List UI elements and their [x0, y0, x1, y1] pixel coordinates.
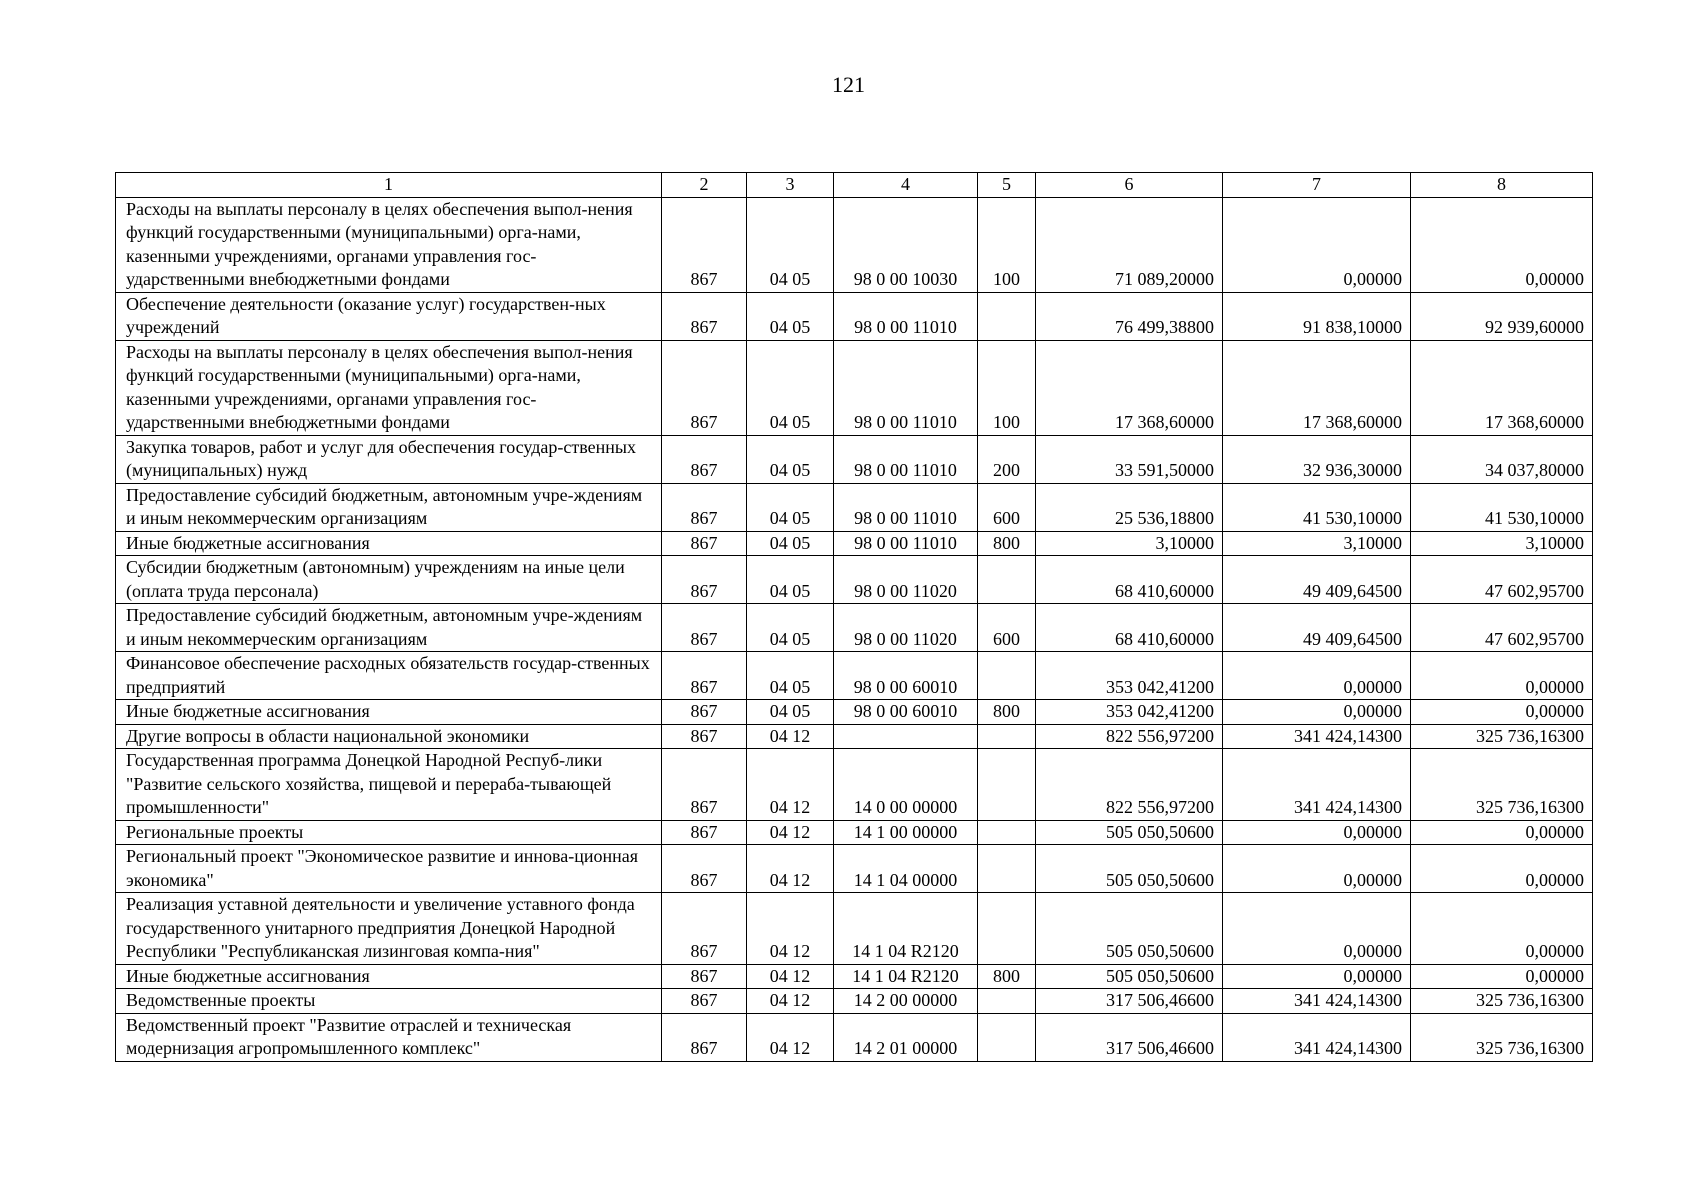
amount-cell-8: 41 530,10000	[1411, 483, 1593, 531]
amount-cell-8: 325 736,16300	[1411, 749, 1593, 821]
header-cell-7: 7	[1223, 173, 1411, 198]
code-cell: 867	[662, 556, 747, 604]
table-row	[116, 820, 1593, 845]
amount-cell-6: 17 368,60000	[1036, 340, 1223, 435]
amount-cell-6: 822 556,97200	[1036, 724, 1223, 749]
section-cell: 04 05	[747, 483, 834, 531]
name-cell: Другие вопросы в области национальной экономики	[116, 724, 662, 749]
code-cell: 867	[662, 531, 747, 556]
amount-cell-8: 0,00000	[1411, 700, 1593, 725]
amount-cell-7: 49 409,64500	[1223, 604, 1411, 652]
amount-cell-7: 341 424,14300	[1223, 724, 1411, 749]
amount-cell-8: 0,00000	[1411, 820, 1593, 845]
section-cell: 04 05	[747, 435, 834, 483]
target-article-cell: 14 0 00 00000	[834, 749, 978, 821]
amount-cell-6: 68 410,60000	[1036, 556, 1223, 604]
table-row	[116, 531, 1593, 556]
amount-cell-7: 341 424,14300	[1223, 1013, 1411, 1061]
expense-type-cell: 800	[978, 964, 1036, 989]
amount-cell-6: 71 089,20000	[1036, 197, 1223, 292]
amount-cell-7: 91 838,10000	[1223, 292, 1411, 340]
table-row	[116, 340, 1593, 435]
table-row	[116, 989, 1593, 1014]
page-number: 121	[832, 72, 865, 97]
target-article-cell: 14 2 01 00000	[834, 1013, 978, 1061]
code-cell: 867	[662, 652, 747, 700]
section-cell: 04 05	[747, 340, 834, 435]
expense-type-cell: 600	[978, 483, 1036, 531]
expense-type-cell	[978, 556, 1036, 604]
code-cell: 867	[662, 724, 747, 749]
table-row	[116, 700, 1593, 725]
expense-type-cell	[978, 845, 1036, 893]
target-article-cell: 98 0 00 11010	[834, 435, 978, 483]
amount-cell-8: 34 037,80000	[1411, 435, 1593, 483]
amount-cell-7: 341 424,14300	[1223, 749, 1411, 821]
amount-cell-6: 353 042,41200	[1036, 652, 1223, 700]
code-cell: 867	[662, 845, 747, 893]
code-cell: 867	[662, 604, 747, 652]
name-cell: Закупка товаров, работ и услуг для обеспечения государ-ственных (муниципальных) нужд	[116, 435, 662, 483]
target-article-cell: 98 0 00 11010	[834, 531, 978, 556]
name-cell: Государственная программа Донецкой Народной Респуб-лики "Развитие сельского хозяйства, пищевой и перераба-тывающей промышленности"	[116, 749, 662, 821]
amount-cell-8: 325 736,16300	[1411, 989, 1593, 1014]
code-cell: 867	[662, 893, 747, 965]
amount-cell-6: 25 536,18800	[1036, 483, 1223, 531]
amount-cell-7: 0,00000	[1223, 197, 1411, 292]
amount-cell-8: 0,00000	[1411, 652, 1593, 700]
amount-cell-6: 3,10000	[1036, 531, 1223, 556]
section-cell: 04 05	[747, 604, 834, 652]
amount-cell-7: 0,00000	[1223, 700, 1411, 725]
amount-cell-7: 32 936,30000	[1223, 435, 1411, 483]
target-article-cell: 14 1 04 R2120	[834, 964, 978, 989]
expense-type-cell: 100	[978, 197, 1036, 292]
target-article-cell: 98 0 00 11010	[834, 292, 978, 340]
table-row	[116, 435, 1593, 483]
target-article-cell: 98 0 00 11010	[834, 483, 978, 531]
target-article-cell: 14 1 04 R2120	[834, 893, 978, 965]
table-row	[116, 604, 1593, 652]
expense-type-cell	[978, 820, 1036, 845]
section-cell: 04 05	[747, 652, 834, 700]
amount-cell-6: 505 050,50600	[1036, 893, 1223, 965]
name-cell: Субсидии бюджетным (автономным) учреждениям на иные цели (оплата труда персонала)	[116, 556, 662, 604]
name-cell: Расходы на выплаты персоналу в целях обеспечения выпол-нения функций государственными (муниципальными) орга-нами, казенными учреждениями, органами управления гос-ударственными внебюджетными фондами	[116, 197, 662, 292]
header-cell-4: 4	[834, 173, 978, 198]
amount-cell-6: 317 506,46600	[1036, 1013, 1223, 1061]
target-article-cell: 98 0 00 60010	[834, 700, 978, 725]
amount-cell-8: 3,10000	[1411, 531, 1593, 556]
amount-cell-6: 33 591,50000	[1036, 435, 1223, 483]
amount-cell-7: 0,00000	[1223, 652, 1411, 700]
expense-type-cell: 800	[978, 700, 1036, 725]
amount-cell-8: 92 939,60000	[1411, 292, 1593, 340]
header-cell-2: 2	[662, 173, 747, 198]
expense-type-cell	[978, 652, 1036, 700]
budget-table	[115, 172, 1593, 1062]
name-cell: Иные бюджетные ассигнования	[116, 700, 662, 725]
amount-cell-7: 49 409,64500	[1223, 556, 1411, 604]
expense-type-cell: 600	[978, 604, 1036, 652]
code-cell: 867	[662, 820, 747, 845]
section-cell: 04 12	[747, 893, 834, 965]
section-cell: 04 12	[747, 724, 834, 749]
table-row	[116, 964, 1593, 989]
name-cell: Реализация уставной деятельности и увеличение уставного фонда государственного унитарного предприятия Донецкой Народной Республики "Республиканская лизинговая компа-ния"	[116, 893, 662, 965]
section-cell: 04 05	[747, 292, 834, 340]
section-cell: 04 05	[747, 700, 834, 725]
table-row	[116, 893, 1593, 965]
amount-cell-6: 505 050,50600	[1036, 820, 1223, 845]
amount-cell-8: 0,00000	[1411, 893, 1593, 965]
target-article-cell: 14 2 00 00000	[834, 989, 978, 1014]
section-cell: 04 05	[747, 531, 834, 556]
name-cell: Иные бюджетные ассигнования	[116, 531, 662, 556]
target-article-cell: 98 0 00 10030	[834, 197, 978, 292]
table-row	[116, 724, 1593, 749]
amount-cell-7: 0,00000	[1223, 845, 1411, 893]
target-article-cell	[834, 724, 978, 749]
target-article-cell: 98 0 00 11020	[834, 604, 978, 652]
amount-cell-8: 17 368,60000	[1411, 340, 1593, 435]
expense-type-cell	[978, 989, 1036, 1014]
code-cell: 867	[662, 749, 747, 821]
amount-cell-6: 505 050,50600	[1036, 964, 1223, 989]
section-cell: 04 12	[747, 845, 834, 893]
expense-type-cell: 100	[978, 340, 1036, 435]
section-cell: 04 12	[747, 1013, 834, 1061]
amount-cell-6: 353 042,41200	[1036, 700, 1223, 725]
target-article-cell: 98 0 00 11010	[834, 340, 978, 435]
amount-cell-7: 0,00000	[1223, 964, 1411, 989]
name-cell: Ведомственные проекты	[116, 989, 662, 1014]
expense-type-cell: 200	[978, 435, 1036, 483]
name-cell: Иные бюджетные ассигнования	[116, 964, 662, 989]
table-row	[116, 845, 1593, 893]
expense-type-cell	[978, 893, 1036, 965]
name-cell: Региональные проекты	[116, 820, 662, 845]
amount-cell-8: 47 602,95700	[1411, 604, 1593, 652]
table-row	[116, 652, 1593, 700]
name-cell: Предоставление субсидий бюджетным, автономным учре-ждениям и иным некоммерческим организациям	[116, 604, 662, 652]
code-cell: 867	[662, 292, 747, 340]
header-cell-6: 6	[1036, 173, 1223, 198]
name-cell: Ведомственный проект "Развитие отраслей и техническая модернизация агропромышленного комплекс"	[116, 1013, 662, 1061]
section-cell: 04 05	[747, 197, 834, 292]
name-cell: Обеспечение деятельности (оказание услуг) государствен-ных учреждений	[116, 292, 662, 340]
section-cell: 04 05	[747, 556, 834, 604]
table-row	[116, 1013, 1593, 1061]
code-cell: 867	[662, 483, 747, 531]
amount-cell-8: 0,00000	[1411, 197, 1593, 292]
target-article-cell: 98 0 00 11020	[834, 556, 978, 604]
code-cell: 867	[662, 964, 747, 989]
table-row	[116, 556, 1593, 604]
amount-cell-8: 0,00000	[1411, 845, 1593, 893]
code-cell: 867	[662, 340, 747, 435]
target-article-cell: 14 1 04 00000	[834, 845, 978, 893]
amount-cell-7: 341 424,14300	[1223, 989, 1411, 1014]
header-cell-5: 5	[978, 173, 1036, 198]
code-cell: 867	[662, 435, 747, 483]
table-row	[116, 292, 1593, 340]
expense-type-cell	[978, 292, 1036, 340]
section-cell: 04 12	[747, 749, 834, 821]
table-header-row	[116, 173, 1593, 198]
amount-cell-6: 68 410,60000	[1036, 604, 1223, 652]
name-cell: Расходы на выплаты персоналу в целях обеспечения выпол-нения функций государственными (муниципальными) орга-нами, казенными учреждениями, органами управления гос-ударственными внебюджетными фондами	[116, 340, 662, 435]
table-row	[116, 197, 1593, 292]
amount-cell-7: 0,00000	[1223, 893, 1411, 965]
section-cell: 04 12	[747, 820, 834, 845]
amount-cell-7: 17 368,60000	[1223, 340, 1411, 435]
target-article-cell: 98 0 00 60010	[834, 652, 978, 700]
table-row	[116, 483, 1593, 531]
section-cell: 04 12	[747, 964, 834, 989]
amount-cell-6: 317 506,46600	[1036, 989, 1223, 1014]
expense-type-cell	[978, 724, 1036, 749]
name-cell: Предоставление субсидий бюджетным, автономным учре-ждениям и иным некоммерческим организациям	[116, 483, 662, 531]
amount-cell-8: 47 602,95700	[1411, 556, 1593, 604]
target-article-cell: 14 1 00 00000	[834, 820, 978, 845]
name-cell: Региональный проект "Экономическое развитие и иннова-ционная экономика"	[116, 845, 662, 893]
amount-cell-6: 76 499,38800	[1036, 292, 1223, 340]
table-body	[116, 173, 1593, 1062]
amount-cell-8: 325 736,16300	[1411, 724, 1593, 749]
code-cell: 867	[662, 197, 747, 292]
amount-cell-7: 41 530,10000	[1223, 483, 1411, 531]
code-cell: 867	[662, 1013, 747, 1061]
section-cell: 04 12	[747, 989, 834, 1014]
amount-cell-7: 0,00000	[1223, 820, 1411, 845]
expense-type-cell	[978, 749, 1036, 821]
amount-cell-6: 505 050,50600	[1036, 845, 1223, 893]
table-row	[116, 749, 1593, 821]
code-cell: 867	[662, 700, 747, 725]
header-cell-1: 1	[116, 173, 662, 198]
amount-cell-6: 822 556,97200	[1036, 749, 1223, 821]
expense-type-cell: 800	[978, 531, 1036, 556]
amount-cell-8: 325 736,16300	[1411, 1013, 1593, 1061]
header-cell-8: 8	[1411, 173, 1593, 198]
header-cell-3: 3	[747, 173, 834, 198]
amount-cell-7: 3,10000	[1223, 531, 1411, 556]
amount-cell-8: 0,00000	[1411, 964, 1593, 989]
expense-type-cell	[978, 1013, 1036, 1061]
name-cell: Финансовое обеспечение расходных обязательств государ-ственных предприятий	[116, 652, 662, 700]
code-cell: 867	[662, 989, 747, 1014]
